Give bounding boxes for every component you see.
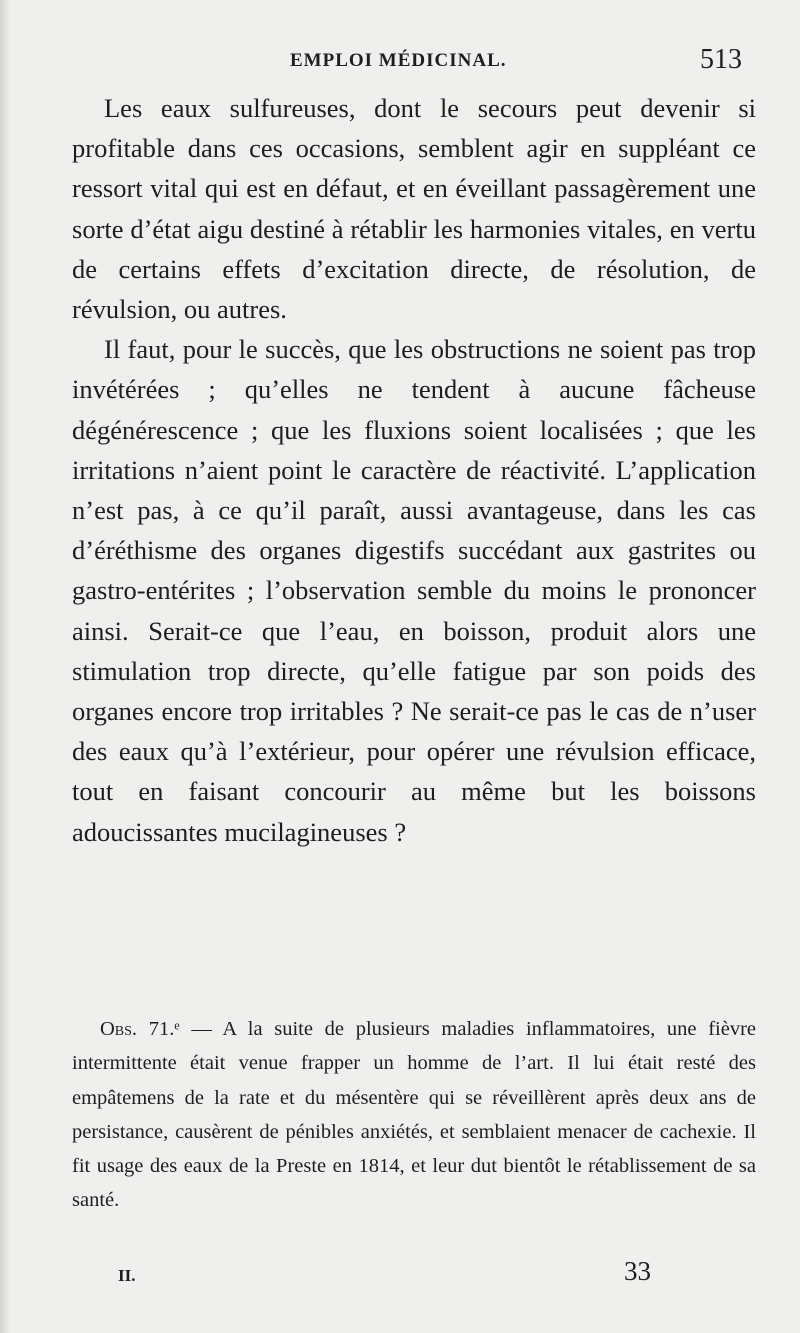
- page-edge-shadow: [0, 0, 10, 1333]
- main-text: [72, 88, 756, 852]
- observation-label: Obs. 71.ᵉ: [100, 1018, 180, 1040]
- running-title: EMPLOI MÉDICINAL.: [290, 50, 507, 71]
- observation-71: [72, 1012, 756, 1218]
- page-number: 513: [700, 44, 742, 75]
- sheet-number: 33: [624, 1256, 651, 1286]
- paragraph-1: Les eaux sulfureuses, dont le secours peut devenir si profitable dans ces occasions, semblent agir en suppléant ce ressort vital qui est en défaut, et en éveillant passagèrement une sorte d’état aigu destiné à rétablir les harmonies vitales, en vertu de certains effets d’excitation directe, de résolution, de révulsion, ou autres.: [72, 93, 756, 325]
- signature-mark: II.: [118, 1266, 136, 1285]
- page-header: [0, 44, 800, 80]
- page-footer: [0, 1256, 800, 1292]
- observation-text: — A la suite de plusieurs maladies inflammatoires, une fièvre intermittente était venue frapper un homme de l’art. Il lui était resté des empâtemens de la rate et du mésentère qui se réveillèrent après deux ans de persistance, causèrent de pénibles anxiétés, et semblaient menacer de cachexie. Il fit usage des eaux de la Preste en 1814, et leur dut bientôt le rétablissement de sa santé.: [72, 1018, 756, 1212]
- observation-paragraph: [72, 1012, 756, 1218]
- paragraph-2: Il faut, pour le succès, que les obstructions ne soient pas trop invétérées ; qu’elles ne tendent à aucune fâcheuse dégénérescence ; que les fluxions soient localisées ; que les irritations n’aient point le caractère de réactivité. L’application n’est pas, à ce qu’il paraît, aussi avantageuse, dans les cas d’éréthisme des organes digestifs succédant aux gastrites ou gastro-entérites ; l’observation semble du moins le prononcer ainsi. Serait-ce que l’eau, en boisson, produit alors une stimulation trop directe, qu’elle fatigue par son poids des organes encore trop irritables ? Ne serait-ce pas le cas de n’user des eaux qu’à l’extérieur, pour opérer une révulsion efficace, tout en faisant concourir au même but les boissons adoucissantes mucilagineuses ?: [72, 334, 756, 847]
